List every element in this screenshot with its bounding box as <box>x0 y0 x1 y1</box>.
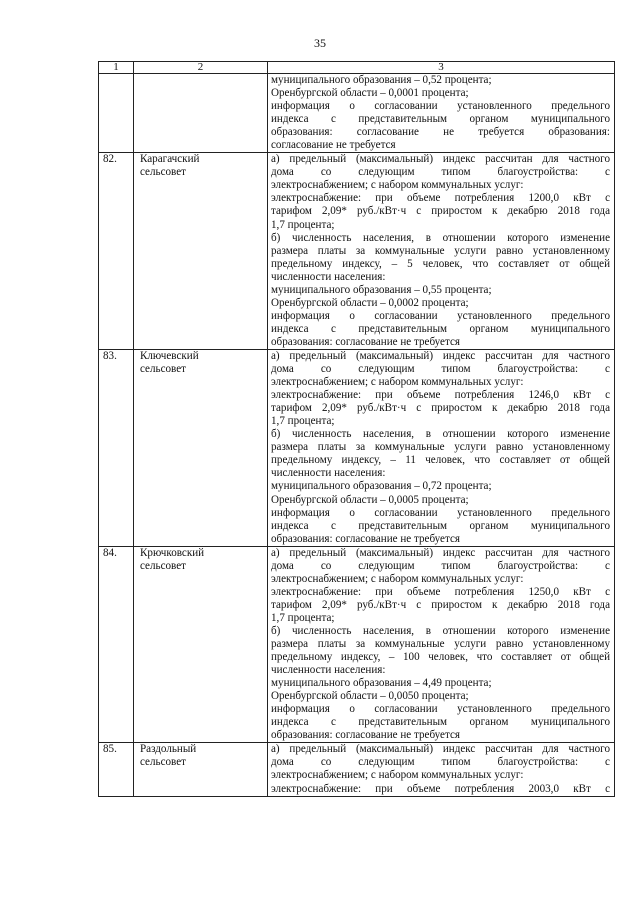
description-line: индекса с представительным органом муниципального <box>271 322 610 335</box>
index-description <box>268 74 615 153</box>
description-line: Оренбургской области – 0,0005 процента; <box>271 493 469 506</box>
description-line: электроснабжением; с набором коммунальных услуг: <box>271 179 524 192</box>
description-line: дома со следующим типом благоустройства: с <box>271 363 610 376</box>
table-header-row <box>99 62 615 74</box>
description-line: тарифом 2,09* руб./кВт·ч с приростом к декабрю 2018 года <box>271 402 610 415</box>
description-line: предельному индексу, – 100 человек, что составляет от общей <box>271 651 610 664</box>
description-line: электроснабжением; с набором коммунальных услуг: <box>271 769 524 782</box>
municipality-name-line: сельсовет <box>140 756 186 769</box>
description-line: тарифом 2,09* руб./кВт·ч с приростом к декабрю 2018 года <box>271 205 610 218</box>
column-header-3: 3 <box>268 62 615 74</box>
description-line: информация о согласовании установленного предельного <box>271 703 610 716</box>
description-line: муниципального образования – 0,52 процента; <box>271 74 492 86</box>
row-number: 82. <box>99 153 134 350</box>
description-line: Оренбургской области – 0,0050 процента; <box>271 690 469 703</box>
column-header-2: 2 <box>134 62 268 74</box>
table-row <box>99 546 615 743</box>
description-line: дома со следующим типом благоустройства: с <box>271 166 610 179</box>
description-line: Оренбургской области – 0,0001 процента; <box>271 87 469 100</box>
description-line: б) численность населения, в отношении которого изменение <box>271 624 610 637</box>
table-row <box>99 743 615 796</box>
description-line: электроснабжением; с набором коммунальных услуг: <box>271 572 524 585</box>
description-line: 1,7 процента; <box>271 415 335 428</box>
municipality-name-line: сельсовет <box>140 363 186 376</box>
description-line: образования: согласование не требуется <box>271 335 460 348</box>
column-header-1: 1 <box>99 62 134 74</box>
description-line: информация о согласовании установленного предельного <box>271 506 610 519</box>
description-line: информация о согласовании установленного предельного <box>271 309 610 322</box>
description-line: размера платы за коммунальные услуги равно установленному <box>271 638 610 651</box>
municipality-name-line: Ключевский <box>140 349 199 362</box>
municipality-name-line: Раздольный <box>140 743 197 756</box>
description-line: дома со следующим типом благоустройства: с <box>271 559 610 572</box>
description-line: муниципального образования – 4,49 процента; <box>271 677 492 690</box>
table-row <box>99 349 615 546</box>
page-number: 35 <box>314 36 326 50</box>
description-line: электроснабжение: при объеме потребления 1250,0 кВт с <box>271 585 610 598</box>
tariff-index-table <box>98 61 615 797</box>
municipality-name-line: сельсовет <box>140 559 186 572</box>
index-description <box>268 743 615 796</box>
municipality-name <box>134 349 268 546</box>
row-number: 84. <box>99 546 134 743</box>
description-line: предельному индексу, – 5 человек, что составляет от общей <box>271 257 610 270</box>
description-line: индекса с представительным органом муниципального <box>271 716 610 729</box>
description-line: б) численность населения, в отношении которого изменение <box>271 428 610 441</box>
description-line: электроснабжением; с набором коммунальных услуг: <box>271 376 524 389</box>
description-line: тарифом 2,09* руб./кВт·ч с приростом к декабрю 2018 года <box>271 598 610 611</box>
municipality-name-line: Крючковский <box>140 546 205 559</box>
municipality-name-line: сельсовет <box>140 166 186 179</box>
index-description <box>268 349 615 546</box>
description-line: индекса с представительным органом муниципального <box>271 519 610 532</box>
row-number: 83. <box>99 349 134 546</box>
description-line: муниципального образования – 0,72 процента; <box>271 480 492 493</box>
index-description <box>268 546 615 743</box>
description-line: численности населения: <box>271 467 386 480</box>
description-line: образования: согласование не требуется <box>271 729 460 742</box>
table-row <box>99 74 615 153</box>
description-line: численности населения: <box>271 664 386 677</box>
description-line: 1,7 процента; <box>271 218 335 231</box>
description-line: дома со следующим типом благоустройства: с <box>271 756 610 769</box>
description-line: электроснабжение: при объеме потребления 1246,0 кВт с <box>271 389 610 402</box>
description-line: согласование не требуется <box>271 139 396 152</box>
index-description <box>268 153 615 350</box>
description-line: 1,7 процента; <box>271 611 335 624</box>
row-number <box>99 74 134 153</box>
description-line: информация о согласовании установленного предельного <box>271 100 610 113</box>
description-line: муниципального образования – 0,55 процента; <box>271 283 492 296</box>
description-line: а) предельный (максимальный) индекс рассчитан для частного <box>271 349 610 362</box>
description-line: размера платы за коммунальные услуги равно установленному <box>271 244 610 257</box>
description-line: индекса с представительным органом муниципального <box>271 113 610 126</box>
description-line: предельному индексу, – 11 человек, что составляет от общей <box>271 454 610 467</box>
row-number: 85. <box>99 743 134 796</box>
table-row <box>99 153 615 350</box>
description-line: электроснабжение: при объеме потребления 1200,0 кВт с <box>271 192 610 205</box>
description-line: а) предельный (максимальный) индекс рассчитан для частного <box>271 743 610 756</box>
municipality-name <box>134 74 268 153</box>
description-line: численности населения: <box>271 270 386 283</box>
municipality-name <box>134 153 268 350</box>
description-line: б) численность населения, в отношении которого изменение <box>271 231 610 244</box>
municipality-name <box>134 546 268 743</box>
municipality-name-line: Карагачский <box>140 153 200 166</box>
description-line: а) предельный (максимальный) индекс рассчитан для частного <box>271 546 610 559</box>
description-line: Оренбургской области – 0,0002 процента; <box>271 296 469 309</box>
description-line: а) предельный (максимальный) индекс рассчитан для частного <box>271 153 610 166</box>
description-line: электроснабжение: при объеме потребления 2003,0 кВт с <box>271 782 610 795</box>
description-line: образования: согласование не требуется <box>271 532 460 545</box>
municipality-name <box>134 743 268 796</box>
description-line: размера платы за коммунальные услуги равно установленному <box>271 441 610 454</box>
description-line: образования: согласование не требуется образования: <box>271 126 610 139</box>
